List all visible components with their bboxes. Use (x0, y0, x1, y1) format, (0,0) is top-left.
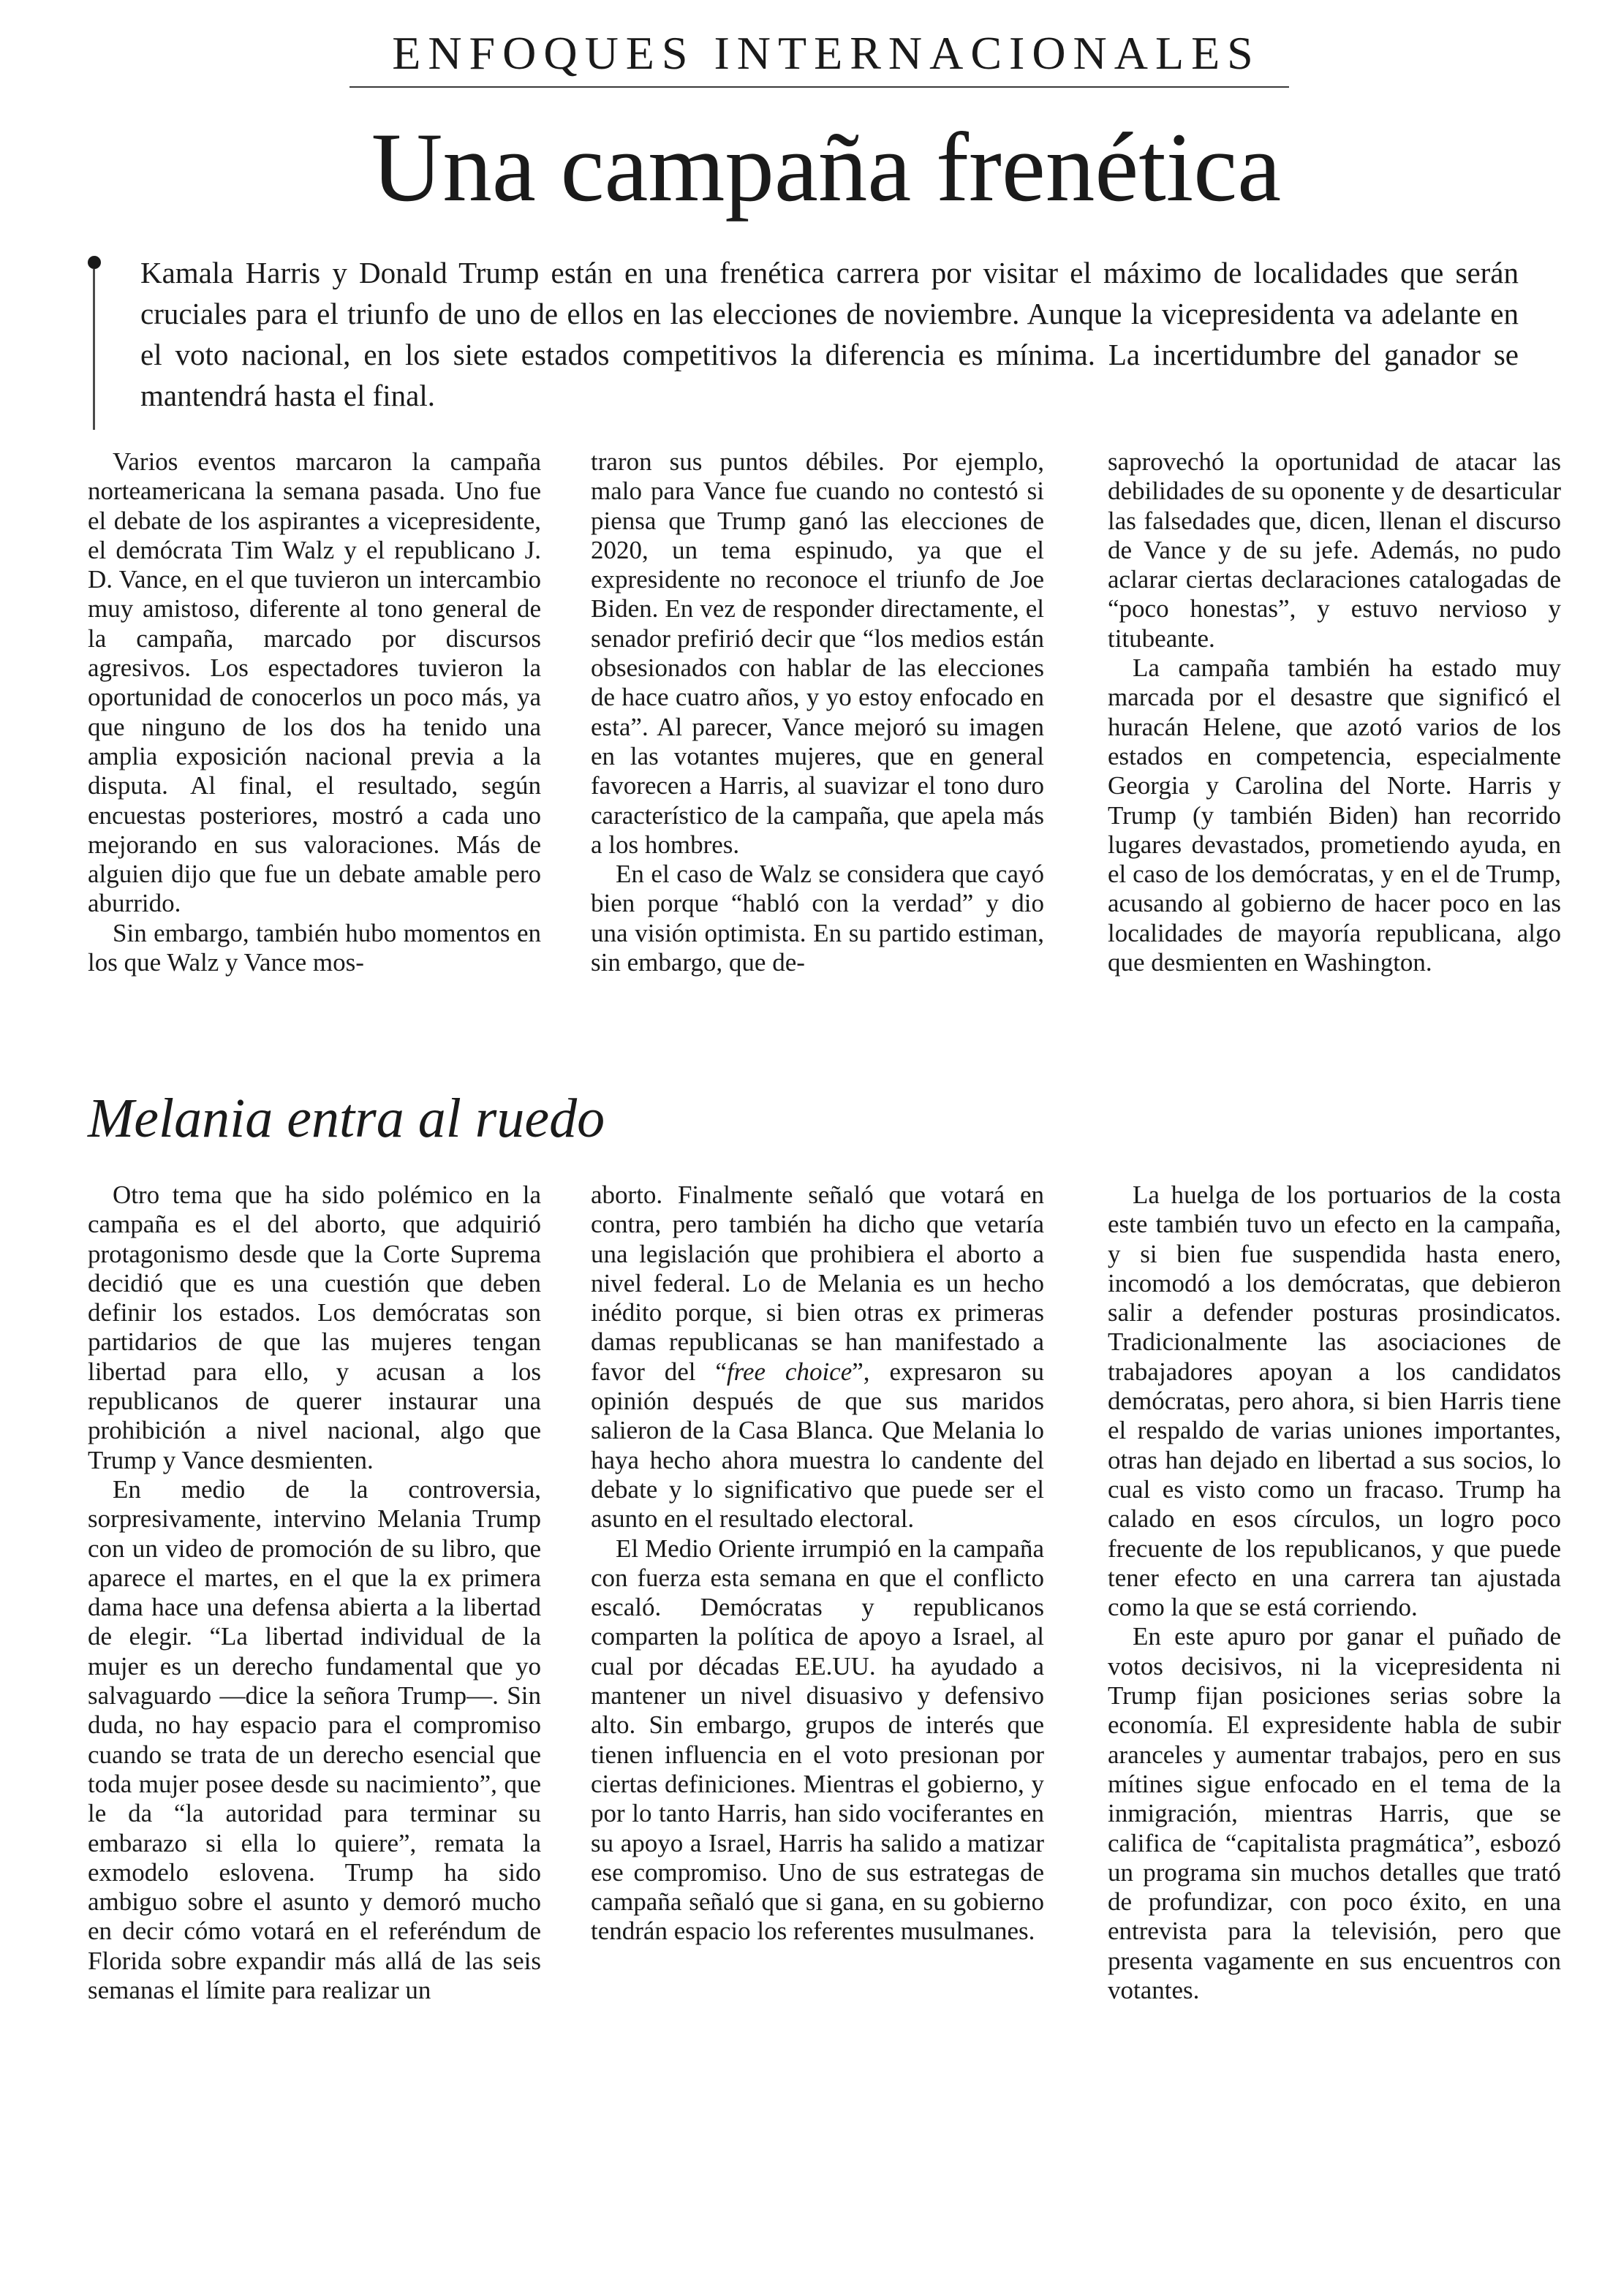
headline: Una campaña frenética (371, 113, 1282, 222)
italic-phrase: free choice (726, 1357, 853, 1386)
lead-paragraph: Kamala Harris y Donald Trump están en una frenética carrera por visitar el máximo de localidades que serán cruciales para el triunfo de uno de ellos en las elecciones de noviembre. Aunque la vicepresidenta va adelante en el voto nacional, en los siete estados competitivos la diferencia es mínima. La incertidumbre del ganador se mantendrá hasta el final. (140, 256, 1519, 412)
paragraph: En medio de la controversia, sorpresivamente, intervino Melania Trump con un video de promoción de su libro, que aparece el martes, en el que la ex primera dama hace una defensa abierta a la libertad de elegir. “La libertad individual de la mujer es un derecho fundamental que yo salvaguardo —dice la señora Trump—. Sin duda, no hay espacio para el compromiso cuando se trata de un derecho esencial que toda mujer posee desde su nacimiento”, que le da “la autoridad para terminar su embarazo si ella lo quiere”, remata la exmodelo eslovena. Trump ha sido ambiguo sobre el asunto y demoró mucho en decir cómo votará en el referéndum de Florida sobre expandir más allá de las seis semanas el límite para realizar un (88, 1474, 541, 2005)
section-rule (349, 86, 1289, 88)
paragraph: En el caso de Walz se considera que cayó bien porque “habló con la verdad” y dio una visión optimista. En su partido estiman, sin embargo, que de- (591, 860, 1044, 977)
article-column-4 (88, 1181, 541, 2005)
paragraph: En este apuro por ganar el puñado de votos decisivos, ni la vicepresidenta ni Trump fijan posiciones serias sobre la economía. El expresidente habla de subir aranceles y aumentar trabajos, pero en sus mítines sigue enfocado en el tema de la inmigración, mientras Harris, que se califica de “capitalista pragmática”, esbozó un programa sin muchos detalles que trató de profundizar, con poco éxito, en una entrevista para la televisión, pero que presenta vagamente en sus encuentros con votantes. (1108, 1622, 1561, 2005)
paragraph: La huelga de los portuarios de la costa este también tuvo un efecto en la campaña, y si bien fue suspendida hasta enero, incomodó a los demócratas, que debieron salir a defender posturas prosindicatos. Tradicionalmente las asociaciones de trabajadores apoyan a los candidatos demócratas, pero ahora, si bien Harris tiene el respaldo de varias uniones importantes, otras han dejado en libertad a sus socios, lo cual es visto como un fracaso. Trump ha calado en esos círculos, un logro poco frecuente de los republicanos, y que puede tener efecto en una carrera tan ajustada como la que se está corriendo. (1108, 1181, 1561, 1622)
paragraph: saprovechó la oportunidad de atacar las debilidades de su oponente y de desarticular las falsedades que, dicen, llenan el discurso de Vance y de su jefe. Además, no pudo aclarar ciertas declaraciones catalogadas de “poco honestas”, y estuvo nervioso y titubeante. (1108, 447, 1561, 653)
article-column-2 (591, 447, 1044, 977)
text-run: aborto. Finalmente señaló que votará en contra, pero también ha dicho que vetaría una legislación que prohibiera el aborto a nivel federal. Lo de Melania es un hecho inédito porque, si bien otras ex primeras damas republicanas se han manifestado a favor del “ (591, 1181, 1044, 1386)
article-column-1 (88, 447, 541, 977)
article-column-3 (1108, 447, 1561, 977)
paragraph: El Medio Oriente irrumpió en la campaña con fuerza esta semana en que el conflicto escaló. Demócratas y republicanos comparten la política de apoyo a Israel, al cual por décadas EE.UU. ha ayudado a mantener un nivel disuasivo y defensivo alto. Sin embargo, grupos de interés que tienen influencia en el voto presionan por ciertas definiciones. Mientras el gobierno, y por lo tanto Harris, han sido vociferantes en su apoyo a Israel, Harris ha salido a matizar ese compromiso. Uno de sus estrategas de campaña señaló que si gana, en su gobierno tendrán espacio los referentes musulmanes. (591, 1534, 1044, 1946)
paragraph: Otro tema que ha sido polémico en la campaña es el del aborto, que adquirió protagonismo desde que la Corte Suprema decidió que es una cuestión que deben definir los estados. Los demócratas son partidarios de que las mujeres tengan libertad para ello, y acusan a los republicanos de querer instaurar una prohibición a nivel nacional, algo que Trump y Vance desmienten. (88, 1181, 541, 1474)
lead-bar (93, 269, 95, 430)
paragraph: La campaña también ha estado muy marcada por el desastre que significó el huracán Helene, que azotó varios de los estados en competencia, especialmente Georgia y Carolina del Norte. Harris y Trump (y también Biden) han recorrido lugares devastados, prometiendo ayuda, en el caso de los demócratas, y en el de Trump, acusando al gobierno de hacer poco en las localidades de mayoría republicana, algo que desmienten en Washington. (1108, 653, 1561, 977)
paragraph: traron sus puntos débiles. Por ejemplo, malo para Vance fue cuando no contestó si piensa que Trump ganó las elecciones de 2020, un tema espinudo, ya que el expresidente no reconoce el triunfo de Joe Biden. En vez de responder directamente, el senador prefirió decir que “los medios están obsesionados con hablar de las elecciones de hace cuatro años, y yo estoy enfocado en esta”. Al parecer, Vance mejoró su imagen en las votantes mujeres, que en general favorecen a Harris, al suavizar el tono duro característico de la campaña, que apela más a los hombres. (591, 447, 1044, 859)
paragraph: Sin embargo, también hubo momentos en los que Walz y Vance mos- (88, 918, 541, 977)
lead-bullet-icon (88, 256, 101, 269)
subheading: Melania entra al ruedo (88, 1088, 605, 1149)
paragraph: Varios eventos marcaron la campaña norteamericana la semana pasada. Uno fue el debate de los aspirantes a vicepresidente, el demócrata Tim Walz y el republicano J. D. Vance, en el que tuvieron un intercambio muy amistoso, diferente al tono general de la campaña, marcado por discursos agresivos. Los espectadores tuvieron la oportunidad de conocerlos un poco más, ya que ninguno de los dos ha tenido una amplia exposición nacional previa a la disputa. Al final, el resultado, según encuestas posteriores, mostró a cada uno mejorando en sus valoraciones. Más de alguien dijo que fue un debate amable pero aburrido. (88, 447, 541, 918)
paragraph (591, 1181, 1044, 1534)
text-run: ”, expresaron su opinión después de que sus maridos salieron de la Casa Blanca. Que Melania lo haya hecho ahora muestra lo candente del debate y lo significativo que puede ser el asunto en el resultado electoral. (591, 1357, 1044, 1534)
article-column-5 (591, 1181, 1044, 1947)
section-label: ENFOQUES INTERNACIONALES (392, 27, 1261, 79)
article-column-6 (1108, 1181, 1561, 2005)
